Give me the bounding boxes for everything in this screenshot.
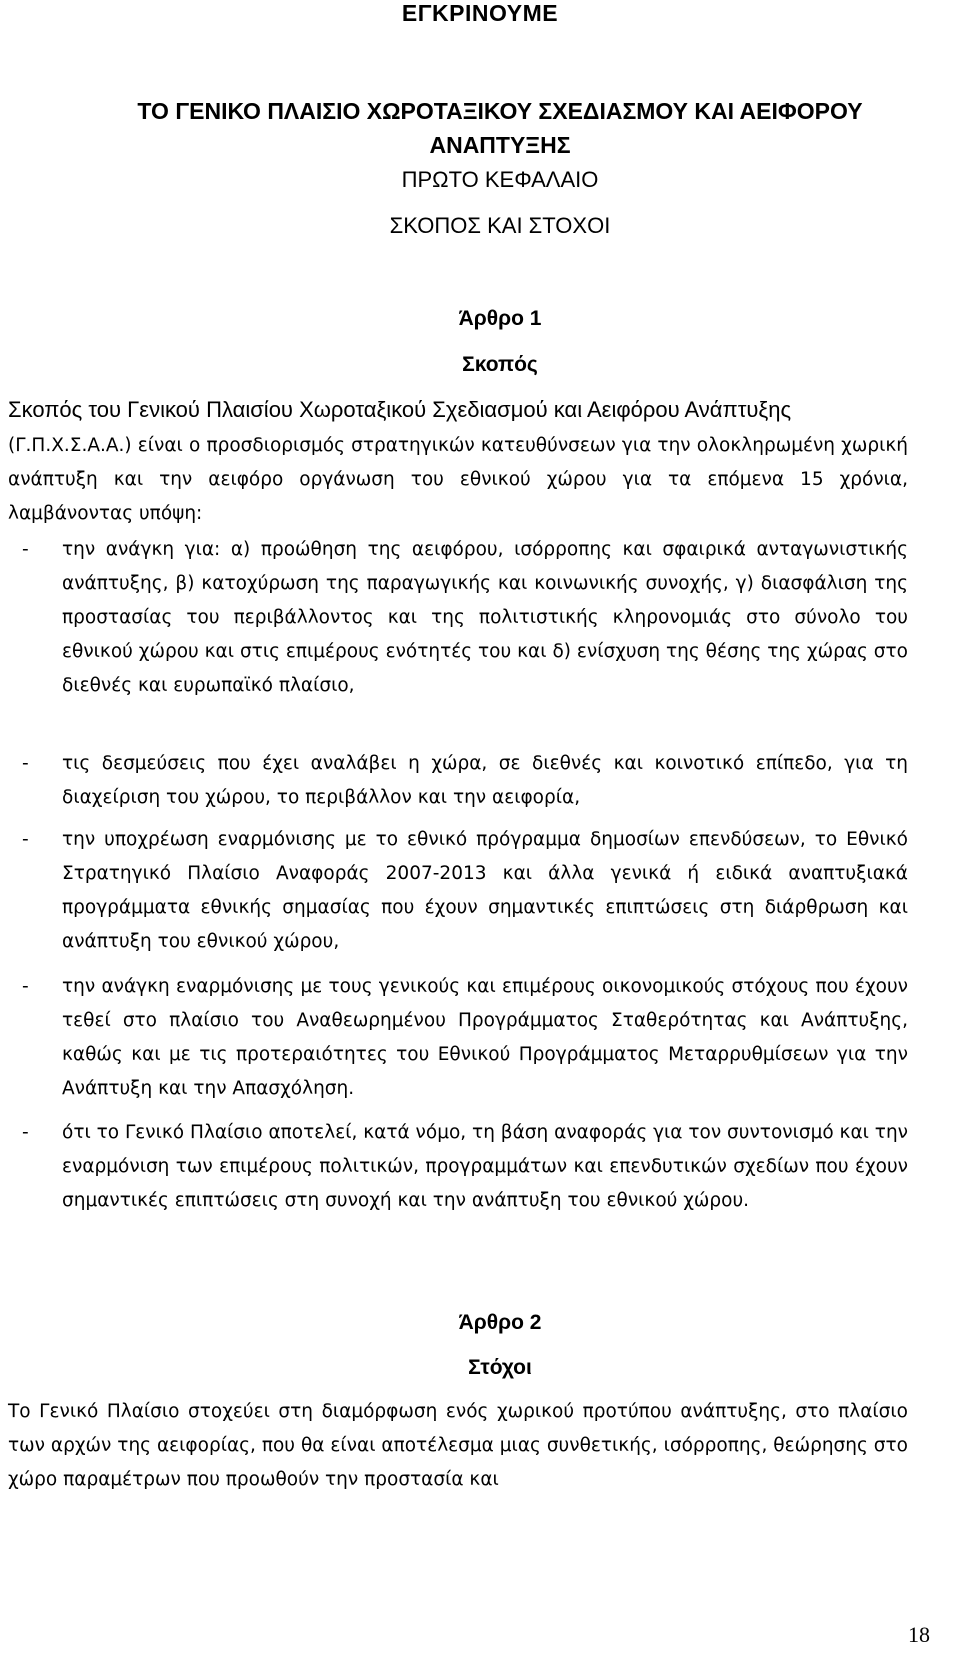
list-item-text: ότι το Γενικό Πλαίσιο αποτελεί, κατά νόμο, τη βάση αναφοράς για τον συντονισμό και την εναρμόνιση των επιμέρους πολιτικών, προγραμμάτων και επενδυτικών σχεδίων που έχουν σημαντικές επιπτώσεις στη συνοχή και την ανάπτυξη του εθνικού χώρου. xyxy=(62,1122,908,1211)
list-item-text: την ανάγκη για: α) προώθηση της αειφόρου, ισόρροπης και σφαιρικά ανταγωνιστικής ανάπτυξης, β) κατοχύρωση της παραγωγικής και κοινωνικής συνοχής, γ) διασφάλιση της προστασίας του περιβάλλοντος και της πολιτιστικής κληρονομιάς στο σύνολο του εθνικού χώρου και στις επιμέρους ενότητές του και δ) ενίσχυση της θέσης της χώρας στο διεθνές και ευρωπαϊκό πλαίσιο, xyxy=(62,539,908,696)
article-2-intro: Το Γενικό Πλαίσιο στοχεύει στη διαμόρφωση ενός χωρικού προτύπου ανάπτυξης, στο πλαίσιο των αρχών της αειφορίας, που θα είναι αποτέλεσμα μιας συνθετικής, ισόρροπης, θεώρησης στο χώρο παραμέτρων που προωθούν την προστασία και xyxy=(8,1401,908,1490)
article-1-title: Σκοπός xyxy=(462,353,538,376)
document-title: ΤΟ ΓΕΝΙΚΟ ΠΛΑΙΣΙΟ ΧΩΡΟΤΑΞΙΚΟΥ ΣΧΕΔΙΑΣΜΟΥ ΚΑΙ ΑΕΙΦΟΡΟΥ ΑΝΑΠΤΥΞΗΣ xyxy=(137,98,863,158)
article-2-title: Στόχοι xyxy=(468,1356,532,1379)
article-1-intro-first-line: Σκοπός του Γενικού Πλαισίου Χωροταξικού Σχεδιασμού και Αειφόρου Ανάπτυξης xyxy=(8,397,792,422)
chapter-subtitle: ΣΚΟΠΟΣ ΚΑΙ ΣΤΟΧΟΙ xyxy=(389,213,611,238)
article-2-number: Άρθρο 2 xyxy=(458,1311,542,1334)
list-dash: - xyxy=(22,829,29,850)
list-dash: - xyxy=(22,976,29,997)
article-1-number: Άρθρο 1 xyxy=(458,307,542,330)
list-item-text: την υποχρέωση εναρμόνισης με το εθνικό πρόγραμμα δημοσίων επενδύσεων, το Εθνικό Στρατηγικό Πλαίσιο Αναφοράς 2007-2013 και άλλα γενικά ή ειδικά αναπτυξιακά προγράμματα εθνικής σημασίας που έχουν σημαντικές επιπτώσεις στη διάρθρωση και ανάπτυξη του εθνικού χώρου, xyxy=(62,829,908,952)
page-number: 18 xyxy=(908,1622,930,1647)
list-item-text: τις δεσμεύσεις που έχει αναλάβει η χώρα, σε διεθνές και κοινοτικό επίπεδο, για τη διαχείριση του χώρου, το περιβάλλον και την αειφορία, xyxy=(62,753,908,808)
list-dash: - xyxy=(22,753,29,774)
chapter-heading: ΠΡΩΤΟ ΚΕΦΑΛΑΙΟ xyxy=(401,167,599,192)
article-1-intro: (Γ.Π.Χ.Σ.Α.Α.) είναι ο προσδιορισμός στρατηγικών κατευθύνσεων για την ολοκληρωμένη χωρική ανάπτυξη και την αειφόρο οργάνωση του εθνικού χώρου για τα επόμενα 15 χρόνια, λαμβάνοντας υπόψη: xyxy=(8,435,908,524)
approve-heading: ΕΓΚΡΙΝΟΥΜΕ xyxy=(401,0,559,26)
list-dash: - xyxy=(22,539,29,560)
list-dash: - xyxy=(22,1122,29,1143)
list-item-text: την ανάγκη εναρμόνισης με τους γενικούς και επιμέρους οικονομικούς στόχους που έχουν τεθεί στο πλαίσιο του Αναθεωρημένου Προγράμματος Σταθερότητας και Ανάπτυξης, καθώς και με τις προτεραιότητες του Εθνικού Προγράμματος Μεταρρυθμίσεων για την Ανάπτυξη και την Απασχόληση. xyxy=(62,976,908,1099)
